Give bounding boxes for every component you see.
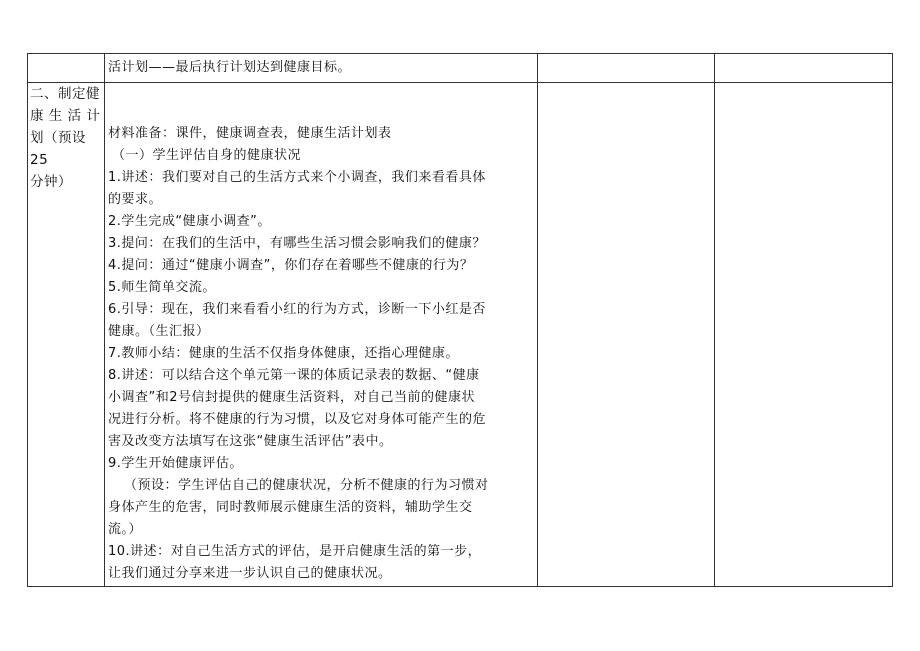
section-label-line: 划（预设25: [30, 130, 86, 168]
subheading: （一）学生评估自身的健康状况: [112, 148, 302, 163]
content-line: 让我们通过分享来进一步认识自己的健康状况。: [108, 566, 392, 581]
design-intent-cell: [715, 54, 893, 83]
content-line: 5.师生简单交流。: [108, 280, 216, 295]
content-line: 3.提问：在我们的生活中，有哪些生活习惯会影响我们的健康？: [108, 236, 486, 251]
section-label-line: 分钟）: [30, 174, 72, 190]
content-line: 7.教师小结：健康的生活不仅指身体健康，还指心理健康。: [108, 346, 459, 361]
table-row: [28, 54, 893, 83]
content-line: 的要求。: [108, 192, 163, 207]
content-line: （预设：学生评估自己的健康状况，分析不健康的行为习惯对: [124, 478, 489, 493]
content-cell: [105, 83, 538, 587]
notes-cell: [538, 54, 715, 83]
content-line: 况进行分析。将不健康的行为习惯，以及它对身体可能产生的危: [108, 412, 487, 427]
content-line: 流。）: [108, 522, 143, 537]
section-label-line: 康 生 活 计: [30, 108, 101, 124]
content-line: 2.学生完成“健康小调查”。: [108, 214, 271, 229]
section-cell-empty: [28, 54, 105, 83]
content-line: 小调查”和2号信封提供的健康生活资料，对自己当前的健康状: [108, 390, 476, 405]
content-text: 活计划——最后执行计划达到健康目标。: [108, 60, 352, 75]
content-body: [105, 83, 537, 585]
content-line: 9.学生开始健康评估。: [108, 456, 243, 471]
lesson-plan-table: [27, 53, 893, 587]
content-line: 身体产生的危害，同时教师展示健康生活的资料，辅助学生交: [108, 500, 473, 515]
design-intent-cell: [715, 83, 893, 587]
content-line: 害及改变方法填写在这张“健康生活评估”表中。: [108, 434, 393, 449]
notes-cell: [538, 83, 715, 587]
content-cell: [105, 54, 538, 83]
content-line: 4.提问：通过“健康小调查”，你们存在着哪些不健康的行为？: [108, 258, 474, 273]
section-label-cell: [28, 83, 105, 587]
content-line: 1.讲述：我们要对自己的生活方式来个小调查，我们来看看具体: [108, 170, 486, 185]
content-line: 健康。（生汇报）: [108, 324, 210, 339]
content-line: 材料准备：课件，健康调查表，健康生活计划表: [108, 126, 392, 141]
section-label-line: 二、制定健: [30, 86, 100, 102]
content-line: 10.讲述：对自己生活方式的评估，是开启健康生活的第一步，: [108, 544, 482, 559]
content-line: 6.引导：现在，我们来看看小红的行为方式，诊断一下小红是否: [108, 302, 486, 317]
content-line: 8.讲述：可以结合这个单元第一课的体质记录表的数据、“健康: [108, 368, 480, 383]
table-row: [28, 83, 893, 587]
